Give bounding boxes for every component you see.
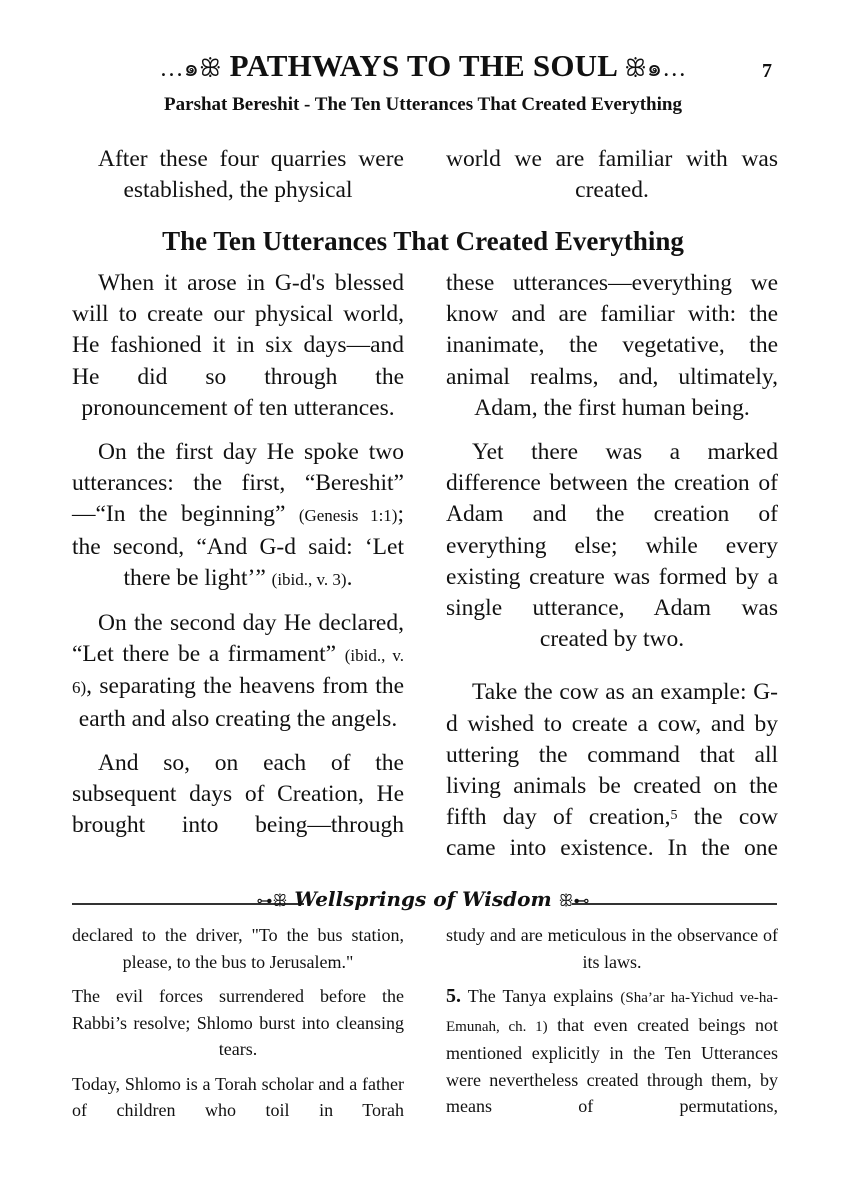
footer-paragraph: The evil forces surrendered before the Rabbi’s resolve; Shlomo burst into cleansing tears. (72, 986, 404, 1059)
text: ; the second, “And G-d said: ‘Let there be light’” (72, 501, 404, 591)
paragraph: And so, on each of the subsequent days of Creation, He brought into being—through (72, 749, 404, 839)
section-heading: The Ten Utterances That Created Everything (162, 226, 684, 256)
intro-paragraph-left: After these four quarries were established, the physical (98, 146, 404, 204)
paragraph: When it arose in G-d's blessed will to create our physical world, He fashioned it in six days—and He did so through the pronouncement of ten utterances. (72, 270, 404, 421)
intro-left-column (72, 144, 404, 219)
main-left-column (72, 268, 404, 854)
footnote-ref[interactable]: 5 (670, 808, 678, 824)
footnote-number: 5. (446, 985, 461, 1007)
ornament-right-icon: ꕥ๑… (624, 56, 687, 82)
page-number: 7 (762, 60, 772, 82)
ornament-right-icon: ꕥ⊷ (558, 891, 590, 910)
ornament-left-icon: …๑ꕥ (159, 56, 222, 82)
text: the cow came into existence. In the one (446, 804, 778, 862)
ornament-left-icon: ⊶ꕥ (256, 891, 288, 910)
text: Take the cow as an example: G-d wished to create a cow, and by uttering the command that all living animals be created on the fifth day of creation, (446, 679, 778, 831)
text: that even created beings not mentioned explicitly in the Ten Utterances were nevertheless created through them, by means of permutations, (446, 1014, 778, 1116)
paragraph (72, 437, 404, 595)
running-header-subtitle: Parshat Bereshit - The Ten Utterances That Created Everything (164, 94, 682, 115)
footer-paragraph: Today, Shlomo is a Torah scholar and a father of children who toil in Torah (72, 1073, 404, 1120)
text: On the first day He spoke two utterances: the first, “Bereshit” —“In the beginning” (72, 439, 404, 528)
footer-paragraph: declared to the driver, "To the bus station, please, to the bus to Jerusalem." (72, 925, 404, 972)
intro-paragraph-right: world we are familiar with was created. (446, 146, 778, 204)
text: On the second day He declared, “Let there be a firmament” (72, 610, 404, 668)
text: The Tanya explains (461, 986, 621, 1006)
footnote-5 (446, 983, 778, 1120)
footer-right-column (446, 922, 778, 1128)
book-title: PATHWAYS TO THE SOUL (229, 48, 617, 83)
paragraph: these utterances—everything we know and are familiar with: the inanimate, the vegetative, the animal realms, and, ultimately, Adam, the first human being. (446, 270, 778, 421)
main-right-column (446, 268, 778, 878)
intro-right-column (446, 144, 778, 219)
paragraph (446, 677, 778, 864)
citation: (Sha’ar ha-Yichud ve-ha-Emunah, ch. 1) (446, 990, 778, 1035)
paragraph: Yet there was a marked difference between the creation of Adam and the creation of everything else; while every existing creature was formed by a single utterance, Adam was created by two. (446, 439, 778, 653)
paragraph (72, 608, 404, 735)
citation: (ibid., v. 3) (271, 569, 347, 589)
text: . (346, 564, 353, 591)
running-header-title (0, 48, 846, 87)
divider-label: Wellsprings of Wisdom (294, 887, 552, 911)
citation: (Genesis 1:1) (298, 506, 398, 526)
divider-title (0, 887, 846, 911)
text: , separating the heavens from the earth and also creating the angels. (78, 673, 404, 732)
footer-left-column (72, 922, 404, 1132)
citation: (ibid., v. 6) (72, 646, 404, 698)
footer-paragraph: study and are meticulous in the observance of its laws. (446, 925, 778, 972)
